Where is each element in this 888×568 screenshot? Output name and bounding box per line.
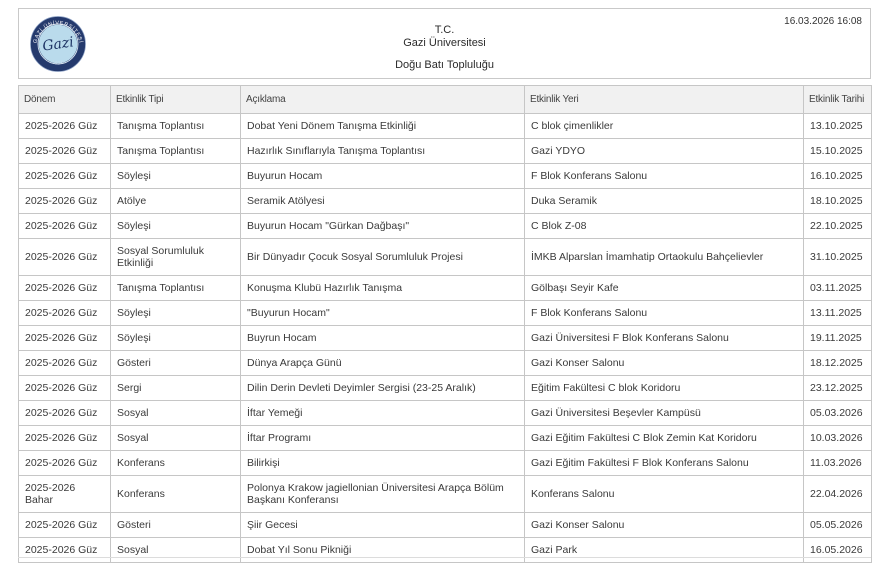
table-cell: 19.11.2025 [804, 326, 872, 351]
table-row [19, 451, 872, 476]
table-cell: 13.10.2025 [804, 114, 872, 139]
table-cell: 2025-2026 Güz [19, 513, 111, 538]
table-cell: Konferans Salonu [525, 476, 804, 513]
table-cell: 2025-2026 Güz [19, 426, 111, 451]
table-row [19, 164, 872, 189]
table-cell: Gazi Konser Salonu [525, 513, 804, 538]
events-table [18, 85, 872, 563]
table-cell: 2025-2026 Güz [19, 164, 111, 189]
table-cell: Dilin Derin Devleti Deyimler Sergisi (23-25 Aralık) [241, 376, 525, 401]
table-row [19, 139, 872, 164]
table-cell: Konferans [111, 476, 241, 513]
table-cell: 31.10.2025 [804, 239, 872, 276]
table-cell: Sosyal [111, 426, 241, 451]
table-cell: Gazi Park [525, 538, 804, 563]
table-cell: 2025-2026 Güz [19, 214, 111, 239]
header-cell: Etkinlik Tarihi [804, 86, 872, 114]
table-cell: Atölye [111, 189, 241, 214]
table-cell: 18.10.2025 [804, 189, 872, 214]
table-cell: C Blok Z-08 [525, 214, 804, 239]
table-cell: Dünya Arapça Günü [241, 351, 525, 376]
table-cell: Gösteri [111, 351, 241, 376]
table-cell: Tanışma Toplantısı [111, 139, 241, 164]
header-cell: Açıklama [241, 86, 525, 114]
table-row [19, 476, 872, 513]
table-cell: Tanışma Toplantısı [111, 114, 241, 139]
table-cell: Buyurun Hocam "Gürkan Dağbaşı" [241, 214, 525, 239]
table-cell: Sosyal [111, 401, 241, 426]
table-cell: 15.10.2025 [804, 139, 872, 164]
header-cell: Dönem [19, 86, 111, 114]
table-cell: İftar Yemeği [241, 401, 525, 426]
table-cell: Şiir Gecesi [241, 513, 525, 538]
events-table-header [19, 86, 872, 114]
table-row [19, 351, 872, 376]
table-cell: Sosyal [111, 538, 241, 563]
svg-text:GAZİ ÜNİVERSİTESİ: GAZİ ÜNİVERSİTESİ [32, 20, 84, 44]
table-cell: Söyleşi [111, 214, 241, 239]
org-club-label: Doğu Batı Topluluğu [395, 59, 494, 71]
table-cell: 2025-2026 Güz [19, 326, 111, 351]
table-cell: Söyleşi [111, 326, 241, 351]
table-cell: 2025-2026 Güz [19, 301, 111, 326]
table-cell: 16.10.2025 [804, 164, 872, 189]
table-cell: Gazi YDYO [525, 139, 804, 164]
table-cell: F Blok Konferans Salonu [525, 164, 804, 189]
table-cell: 05.05.2026 [804, 513, 872, 538]
table-cell: Gazi Eğitim Fakültesi F Blok Konferans Salonu [525, 451, 804, 476]
table-cell: Bilirkişi [241, 451, 525, 476]
table-cell: Dobat Yıl Sonu Pikniği [241, 538, 525, 563]
table-cell: 11.03.2026 [804, 451, 872, 476]
table-cell: Söyleşi [111, 301, 241, 326]
table-cell: İftar Programı [241, 426, 525, 451]
table-cell: 16.05.2026 [804, 538, 872, 563]
org-university-label: Gazi Üniversitesi [403, 37, 486, 49]
table-cell: Söyleşi [111, 164, 241, 189]
header-row [19, 86, 872, 114]
table-cell: Gazi Konser Salonu [525, 351, 804, 376]
table-cell: 2025-2026 Güz [19, 189, 111, 214]
table-row [19, 276, 872, 301]
table-cell: Tanışma Toplantısı [111, 276, 241, 301]
table-cell: Buyurun Hocam [241, 164, 525, 189]
header-cell: Etkinlik Tipi [111, 86, 241, 114]
table-cell: 2025-2026 Güz [19, 376, 111, 401]
table-cell: 23.12.2025 [804, 376, 872, 401]
table-cell: 13.11.2025 [804, 301, 872, 326]
table-row [19, 114, 872, 139]
table-cell: Polonya Krakow jagiellonian Üniversitesi Arapça Bölüm Başkanı Konferansı [241, 476, 525, 513]
table-cell: Duka Seramik [525, 189, 804, 214]
table-row [19, 513, 872, 538]
table-cell: Bir Dünyadır Çocuk Sosyal Sorumluluk Projesi [241, 239, 525, 276]
table-cell: Hazırlık Sınıflarıyla Tanışma Toplantısı [241, 139, 525, 164]
header-cell: Etkinlik Yeri [525, 86, 804, 114]
table-cell: 22.04.2026 [804, 476, 872, 513]
table-cell: 2025-2026 Güz [19, 351, 111, 376]
table-cell: C blok çimenlikler [525, 114, 804, 139]
table-cell: 2025-2026 Güz [19, 538, 111, 563]
table-cell: Gösteri [111, 513, 241, 538]
svg-text:1926: 1926 [51, 59, 65, 66]
org-country-label: T.C. [434, 24, 455, 36]
table-row [19, 214, 872, 239]
table-cell: Sosyal Sorumluluk Etkinliği [111, 239, 241, 276]
table-cell: F Blok Konferans Salonu [525, 301, 804, 326]
table-cell: Gölbaşı Seyir Kafe [525, 276, 804, 301]
report-title-block [19, 24, 870, 71]
table-row [19, 189, 872, 214]
table-cell: 2025-2026 Bahar [19, 476, 111, 513]
table-row [19, 401, 872, 426]
table-cell: 2025-2026 Güz [19, 276, 111, 301]
report-datetime: 16.03.2026 16:08 [784, 16, 862, 27]
table-cell: 22.10.2025 [804, 214, 872, 239]
table-row [19, 326, 872, 351]
table-cell: 10.03.2026 [804, 426, 872, 451]
table-cell: 2025-2026 Güz [19, 114, 111, 139]
table-cell: Konferans [111, 451, 241, 476]
report-header [18, 8, 871, 79]
table-cell: Seramik Atölyesi [241, 189, 525, 214]
page-bottom-divider [18, 557, 871, 558]
table-cell: 03.11.2025 [804, 276, 872, 301]
table-cell: Gazi Üniversitesi F Blok Konferans Salonu [525, 326, 804, 351]
table-row [19, 239, 872, 276]
events-table-body [19, 114, 872, 563]
table-row [19, 376, 872, 401]
table-cell: 18.12.2025 [804, 351, 872, 376]
table-cell: Gazi Üniversitesi Beşevler Kampüsü [525, 401, 804, 426]
table-cell: 2025-2026 Güz [19, 451, 111, 476]
table-cell: 05.03.2026 [804, 401, 872, 426]
table-cell: Sergi [111, 376, 241, 401]
table-row [19, 301, 872, 326]
table-cell: Buyrun Hocam [241, 326, 525, 351]
table-cell: 2025-2026 Güz [19, 401, 111, 426]
table-cell: Gazi Eğitim Fakültesi C Blok Zemin Kat Koridoru [525, 426, 804, 451]
table-cell: "Buyurun Hocam" [241, 301, 525, 326]
table-cell: Dobat Yeni Dönem Tanışma Etkinliği [241, 114, 525, 139]
table-cell: Konuşma Klubü Hazırlık Tanışma [241, 276, 525, 301]
svg-text:Gazi: Gazi [41, 34, 75, 55]
table-row [19, 538, 872, 563]
table-cell: 2025-2026 Güz [19, 139, 111, 164]
table-cell: 2025-2026 Güz [19, 239, 111, 276]
table-row [19, 426, 872, 451]
table-cell: İMKB Alparslan İmamhatip Ortaokulu Bahçelievler [525, 239, 804, 276]
table-cell: Eğitim Fakültesi C blok Koridoru [525, 376, 804, 401]
